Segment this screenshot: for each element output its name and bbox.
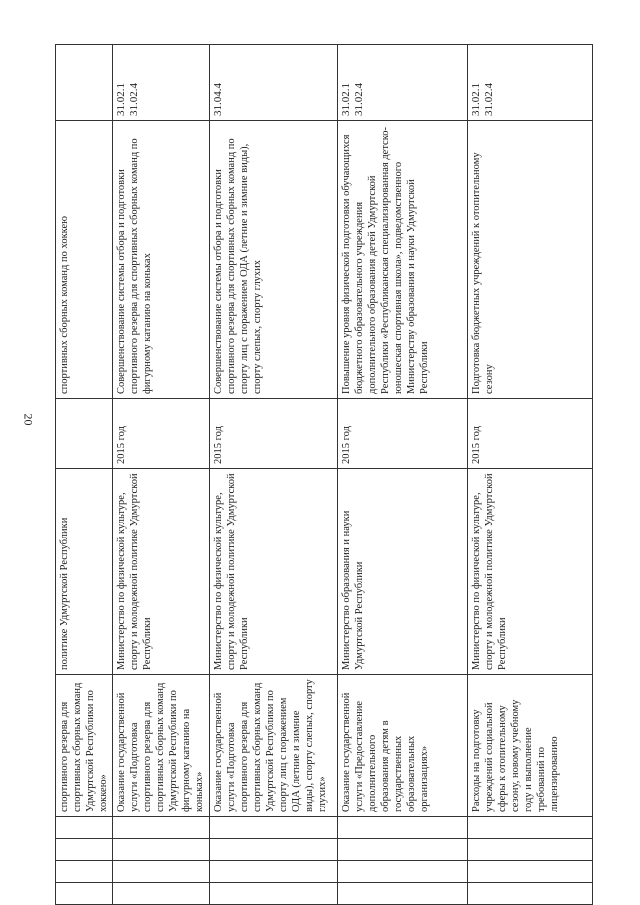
empty-cell: [468, 817, 593, 839]
code-cell: [468, 45, 593, 121]
rotated-table-container: [55, 45, 585, 905]
empty-cell: [56, 817, 113, 839]
empty-cell: [338, 817, 468, 839]
goal-cell: Совершенствование системы отбора и подготовки спортивного резерва для спортивных сборных команд по спорту лиц с поражением ОДА (летние и зимние виды), спорту слепых, спорту глухих: [210, 121, 338, 399]
code-value: 31.02.1: [340, 83, 352, 116]
service-cell: Оказание государственной услуги «Подготовка спортивного резерва для спортивных сборных команд Удмуртской Республики по фигурному катанию на коньках»: [113, 675, 210, 817]
year-cell: 2015 год: [338, 399, 468, 469]
empty-cell: [338, 883, 468, 905]
authority-cell: Министерство по физической культуре, спорту и молодежной политике Удмуртской Республики: [210, 469, 338, 675]
empty-cell: [468, 839, 593, 861]
empty-cell: [56, 839, 113, 861]
empty-cell: [338, 861, 468, 883]
year-cell: 2015 год: [468, 399, 593, 469]
empty-cell: [468, 883, 593, 905]
table-row: [338, 45, 468, 905]
code-cell: [210, 45, 338, 121]
empty-cell: [210, 817, 338, 839]
empty-cell: [210, 839, 338, 861]
authority-cell: Министерство по физической культуре, спорту и молодежной политике Удмуртской Республики: [468, 469, 593, 675]
goal-cell: спортивных сборных команд по хоккею: [56, 121, 113, 399]
year-cell: [56, 399, 113, 469]
code-value: 31.02.1: [470, 83, 482, 116]
empty-cell: [468, 861, 593, 883]
empty-cell: [210, 861, 338, 883]
service-cell: Расходы на подготовку учреждений социальной сферы к отопительному сезону, новому учебному году и выполнение требований по лицензированию: [468, 675, 593, 817]
goal-cell: Повышение уровня физической подготовки обучающихся бюджетного образовательного учреждения дополнительного образования детей Удмуртской Республики «Республиканская специализированная детско-юношеская спортивная школа», подведомственного Министерству образования и науки Удмуртской Республики: [338, 121, 468, 399]
year-cell: 2015 год: [113, 399, 210, 469]
year-cell: 2015 год: [210, 399, 338, 469]
empty-cell: [113, 883, 210, 905]
code-value: 31.02.4: [128, 83, 140, 116]
empty-cell: [56, 861, 113, 883]
code-cell: [338, 45, 468, 121]
empty-cell: [56, 883, 113, 905]
code-cell: [113, 45, 210, 121]
code-value: 31.02.4: [353, 83, 365, 116]
empty-cell: [210, 883, 338, 905]
authority-cell: Министерство по физической культуре, спорту и молодежной политике Удмуртской Республики: [113, 469, 210, 675]
empty-cell: [113, 839, 210, 861]
code-value: 31.02.4: [483, 83, 495, 116]
empty-cell: [113, 861, 210, 883]
code-value: 31.04.4: [212, 83, 224, 116]
code-cell: [56, 45, 113, 121]
table-row: [210, 45, 338, 905]
goal-cell: Подготовка бюджетных учреждений к отопительному сезону: [468, 121, 593, 399]
authority-cell: политике Удмуртской Республики: [56, 469, 113, 675]
service-cell: Оказание государственной услуги «Подготовка спортивного резерва для спортивных сборных команд Удмуртской Республики по спорту лиц с поражением ОДА (летние и зимние виды), спорту слепых, спорту глухих»: [210, 675, 338, 817]
page-number: 20: [21, 413, 36, 426]
program-table: [55, 44, 593, 905]
service-cell: Оказание государственной услуги «Предоставление дополнительного образования детям в государственных образовательных организациях»: [338, 675, 468, 817]
service-cell: спортивного резерва для спортивных сборных команд Удмуртской Республики по хоккею»: [56, 675, 113, 817]
code-value: 31.02.1: [115, 83, 127, 116]
empty-cell: [338, 839, 468, 861]
table-row: [113, 45, 210, 905]
table-row: [468, 45, 593, 905]
empty-cell: [113, 817, 210, 839]
goal-cell: Совершенствование системы отбора и подготовки спортивного резерва для спортивных сборных команд по фигурному катанию на коньках: [113, 121, 210, 399]
authority-cell: Министерство образования и науки Удмуртской Республики: [338, 469, 468, 675]
table-row: [56, 45, 113, 905]
